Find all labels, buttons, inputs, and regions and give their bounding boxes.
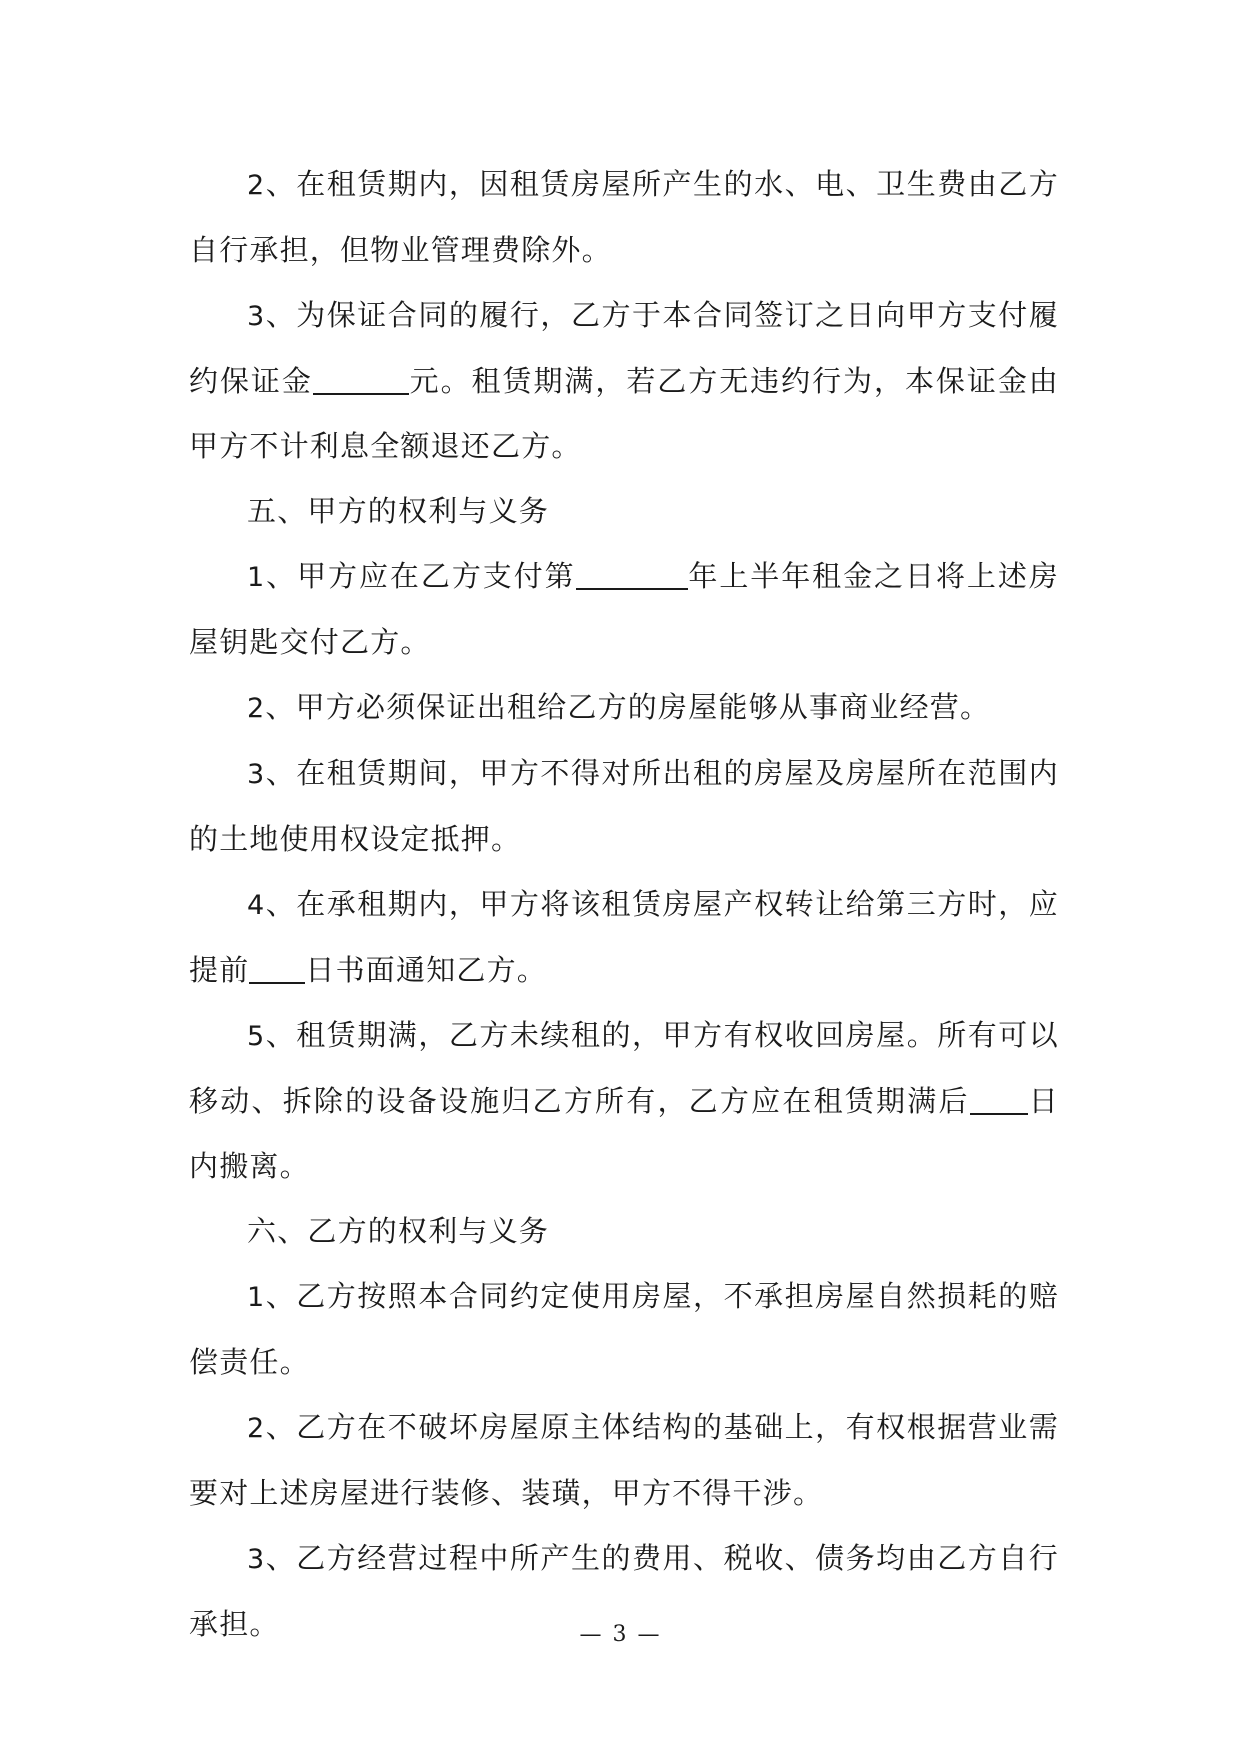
clause-5-1 (189, 544, 1059, 675)
clause-text: 日书面通知乙方。 (305, 953, 548, 987)
clause-text: 元。租赁期满，若乙方无违约行为，本保证金由甲方不计利息全额退还乙方。 (189, 364, 1059, 463)
clause-text: 、乙方在不破坏房屋原主体结构的基础上，有权根据营业需要对上述房屋进行装修、装璜，甲方不得干涉。 (189, 1410, 1059, 1510)
clause-text: 、乙方按照本合同约定使用房屋，不承担房屋自然损耗的赔偿责任。 (189, 1279, 1059, 1379)
deposit-amount-blank (313, 363, 409, 395)
clause-text: 、乙方经营过程中所产生的费用、税收、债务均由乙方自行承担。 (189, 1541, 1059, 1641)
clause-number: 3 (247, 1544, 266, 1575)
page-number: — 3 — (579, 1622, 662, 1647)
clause-number: 4 (247, 890, 266, 921)
clause-number: 1 (247, 562, 266, 593)
section-5-heading: 五、甲方的权利与义务 (247, 494, 550, 528)
clause-text: 日内搬离。 (189, 1084, 1059, 1183)
clause-number: 2 (247, 1413, 266, 1444)
clause-5-2 (189, 675, 1059, 741)
clause-text: 、甲方必须保证出租给乙方的房屋能够从事商业经营。 (265, 690, 991, 724)
clause-number: 2 (247, 693, 266, 724)
clause-number: 5 (247, 1021, 266, 1052)
clause-4-2 (189, 152, 1059, 283)
document-body (189, 152, 1059, 1657)
clause-number: 3 (247, 759, 266, 790)
move-out-days-blank (970, 1083, 1028, 1115)
clause-number: 3 (247, 301, 266, 332)
year-blank (576, 558, 688, 590)
clause-5-3 (189, 741, 1059, 872)
clause-text: 、在租赁期间，甲方不得对所出租的房屋及房屋所在范围内的土地使用权设定抵押。 (189, 756, 1059, 856)
clause-6-1 (189, 1264, 1059, 1395)
clause-text: 、在承租期内，甲方将该租赁房屋产权转让给第三方时，应提前 (189, 887, 1059, 987)
clause-5-4 (189, 872, 1059, 1003)
clause-text: 、为保证合同的履行，乙方于本合同签订之日向甲方支付履约保证金 (189, 298, 1059, 398)
clause-text: 、在租赁期内，因租赁房屋所产生的水、电、卫生费由乙方自行承担，但物业管理费除外。 (189, 167, 1059, 267)
clause-text: 、租赁期满，乙方未续租的，甲方有权收回房屋。所有可以移动、拆除的设备设施归乙方所有，乙方应在租赁期满后 (189, 1018, 1059, 1118)
section-6-heading: 六、乙方的权利与义务 (247, 1214, 550, 1248)
clause-5-5 (189, 1003, 1059, 1199)
clause-4-3 (189, 283, 1059, 479)
clause-6-2 (189, 1395, 1059, 1526)
clause-text: 、甲方应在乙方支付第 (265, 559, 576, 593)
clause-number: 2 (247, 170, 266, 201)
clause-number: 1 (247, 1282, 266, 1313)
notice-days-blank (249, 952, 305, 984)
clause-text: 年上半年租金之日将上述房屋钥匙交付乙方。 (189, 559, 1059, 659)
